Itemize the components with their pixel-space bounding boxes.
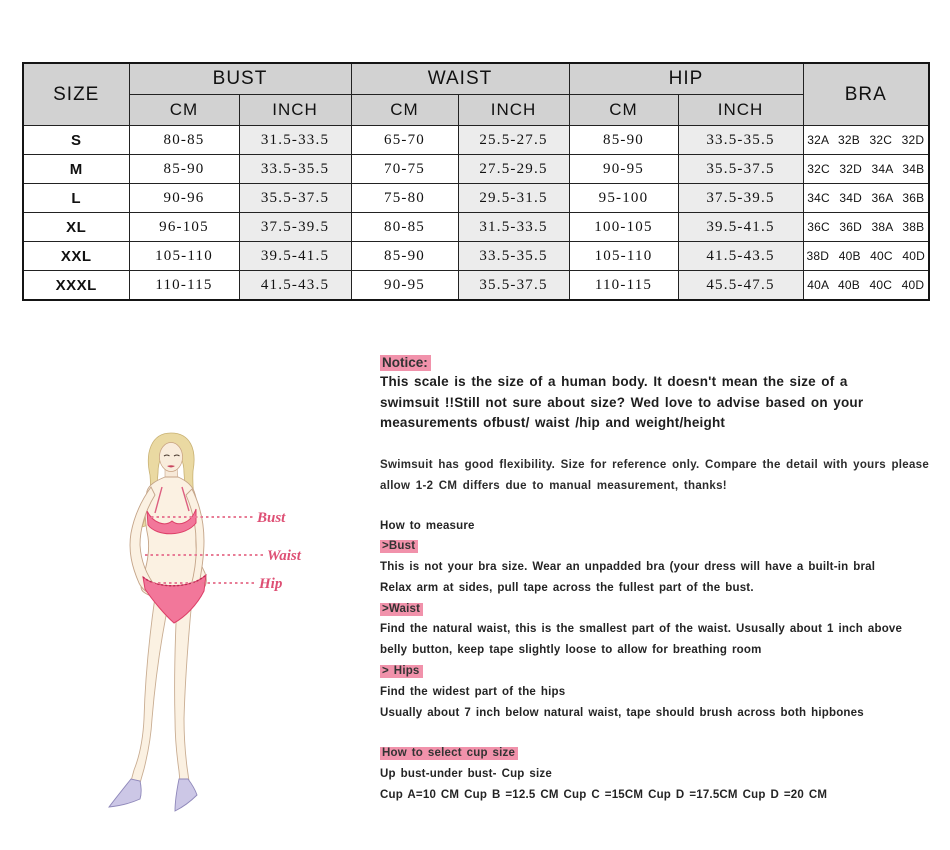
bust-instruction-line: Relax arm at sides, pull tape across the fullest part of the bust. (380, 581, 754, 594)
bust-tag-line (380, 536, 932, 557)
bra-cell: 32A 32B 32C 32D (803, 126, 929, 155)
col-header-hip-cm: CM (569, 95, 678, 126)
table-row (23, 126, 929, 155)
waist-cm-cell: 90-95 (351, 271, 458, 301)
bust-inch-cell: 31.5-33.5 (239, 126, 351, 155)
col-header-waist-inch: INCH (458, 95, 569, 126)
left-leg-shape (131, 597, 169, 783)
waist-inch-cell: 35.5-37.5 (458, 271, 569, 301)
bust-instruction-line: This is not your bra size. Wear an unpadded bra (your dress will have a built-in bral (380, 561, 876, 574)
table-row (23, 271, 929, 301)
hip-label: Hip (259, 576, 283, 592)
size-cell: XXXL (23, 271, 129, 301)
hip-inch-cell: 39.5-41.5 (678, 213, 803, 242)
table-row (23, 155, 929, 184)
table-header-row-units (23, 95, 929, 126)
notes-column (380, 354, 932, 806)
left-shoe-shape (109, 779, 141, 807)
hip-inch-cell: 45.5-47.5 (678, 271, 803, 301)
size-cell: XXL (23, 242, 129, 271)
hip-cm-cell: 90-95 (569, 155, 678, 184)
col-header-bust: BUST (129, 63, 351, 95)
notice-text-line: This scale is the size of a human body. It doesn't mean the size of a (380, 374, 848, 389)
bust-cm-cell: 110-115 (129, 271, 239, 301)
bra-cell: 38D 40B 40C 40D (803, 242, 929, 271)
table-row (23, 184, 929, 213)
size-cell: XL (23, 213, 129, 242)
notice-section (380, 354, 932, 434)
waist-inch-cell: 31.5-33.5 (458, 213, 569, 242)
hips-tag-line (380, 661, 932, 682)
hip-cm-cell: 95-100 (569, 184, 678, 213)
flexibility-text-line: allow 1-2 CM differs due to manual measurement, thanks! (380, 479, 727, 492)
cup-size-section (380, 743, 932, 805)
cup-heading: How to select cup size (380, 747, 518, 760)
bust-cm-cell: 85-90 (129, 155, 239, 184)
bra-cell: 40A 40B 40C 40D (803, 271, 929, 301)
hip-cm-cell: 105-110 (569, 242, 678, 271)
cup-instruction-line: Up bust-under bust- Cup size (380, 768, 552, 781)
waist-inch-cell: 25.5-27.5 (458, 126, 569, 155)
table-row (23, 242, 929, 271)
notice-heading: Notice: (380, 355, 431, 371)
notice-text-line: measurements ofbust/ waist /hip and weight/height (380, 415, 726, 430)
hip-cm-cell: 100-105 (569, 213, 678, 242)
size-table (22, 62, 930, 301)
hips-tag: > Hips (380, 665, 423, 678)
col-header-hip: HIP (569, 63, 803, 95)
bust-cm-cell: 105-110 (129, 242, 239, 271)
cup-instruction-line: Cup A=10 CM Cup B =12.5 CM Cup C =15CM Cup D =17.5CM Cup D =20 CM (380, 789, 828, 802)
flexibility-text-line: Swimsuit has good flexibility. Size for reference only. Compare the detail with yours please (380, 458, 930, 471)
waist-inch-cell: 27.5-29.5 (458, 155, 569, 184)
waist-instruction-line: belly button, keep tape slightly loose to allow for breathing room (380, 644, 762, 657)
waist-cm-cell: 80-85 (351, 213, 458, 242)
hip-inch-cell: 37.5-39.5 (678, 184, 803, 213)
figure-sketch-svg (95, 425, 395, 825)
hips-instruction-line: Usually about 7 inch below natural waist, tape should brush across both hipbones (380, 706, 864, 719)
hip-inch-cell: 41.5-43.5 (678, 242, 803, 271)
bust-inch-cell: 39.5-41.5 (239, 242, 351, 271)
right-shoe-shape (175, 779, 197, 811)
bust-cm-cell: 96-105 (129, 213, 239, 242)
waist-cm-cell: 65-70 (351, 126, 458, 155)
measure-heading: How to measure (380, 519, 475, 532)
waist-cm-cell: 85-90 (351, 242, 458, 271)
hip-cm-cell: 85-90 (569, 126, 678, 155)
col-header-size: SIZE (23, 63, 129, 126)
waist-tag-line (380, 599, 932, 620)
bra-cell: 32C 32D 34A 34B (803, 155, 929, 184)
table-header-row-groups (23, 63, 929, 95)
cup-heading-line (380, 743, 932, 764)
size-cell: S (23, 126, 129, 155)
size-cell: M (23, 155, 129, 184)
how-to-measure-section (380, 516, 932, 724)
measurement-figure-illustration (95, 425, 395, 825)
hip-inch-cell: 35.5-37.5 (678, 155, 803, 184)
bust-cm-cell: 90-96 (129, 184, 239, 213)
bust-tag: >Bust (380, 540, 418, 553)
waist-inch-cell: 33.5-35.5 (458, 242, 569, 271)
col-header-bust-inch: INCH (239, 95, 351, 126)
waist-cm-cell: 70-75 (351, 155, 458, 184)
notice-text-line: swimsuit !!Still not sure about size? Wed love to advise based on your (380, 394, 864, 410)
col-header-waist-cm: CM (351, 95, 458, 126)
hip-inch-cell: 33.5-35.5 (678, 126, 803, 155)
bust-inch-cell: 37.5-39.5 (239, 213, 351, 242)
waist-tag: >Waist (380, 603, 423, 616)
bust-inch-cell: 41.5-43.5 (239, 271, 351, 301)
col-header-bra: BRA (803, 63, 929, 126)
bra-cell: 36C 36D 38A 38B (803, 213, 929, 242)
bust-label: Bust (257, 510, 286, 526)
right-leg-shape (175, 599, 192, 782)
col-header-waist: WAIST (351, 63, 569, 95)
waist-inch-cell: 29.5-31.5 (458, 184, 569, 213)
flexibility-section (380, 455, 932, 497)
waist-cm-cell: 75-80 (351, 184, 458, 213)
bust-inch-cell: 35.5-37.5 (239, 184, 351, 213)
col-header-hip-inch: INCH (678, 95, 803, 126)
waist-label: Waist (267, 548, 301, 564)
bra-cell: 34C 34D 36A 36B (803, 184, 929, 213)
hips-instruction-line: Find the widest part of the hips (380, 685, 566, 698)
size-cell: L (23, 184, 129, 213)
col-header-bust-cm: CM (129, 95, 239, 126)
table-row (23, 213, 929, 242)
bust-inch-cell: 33.5-35.5 (239, 155, 351, 184)
hip-cm-cell: 110-115 (569, 271, 678, 301)
waist-instruction-line: Find the natural waist, this is the smallest part of the waist. Ususally about 1 inch above (380, 623, 903, 636)
bust-cm-cell: 80-85 (129, 126, 239, 155)
